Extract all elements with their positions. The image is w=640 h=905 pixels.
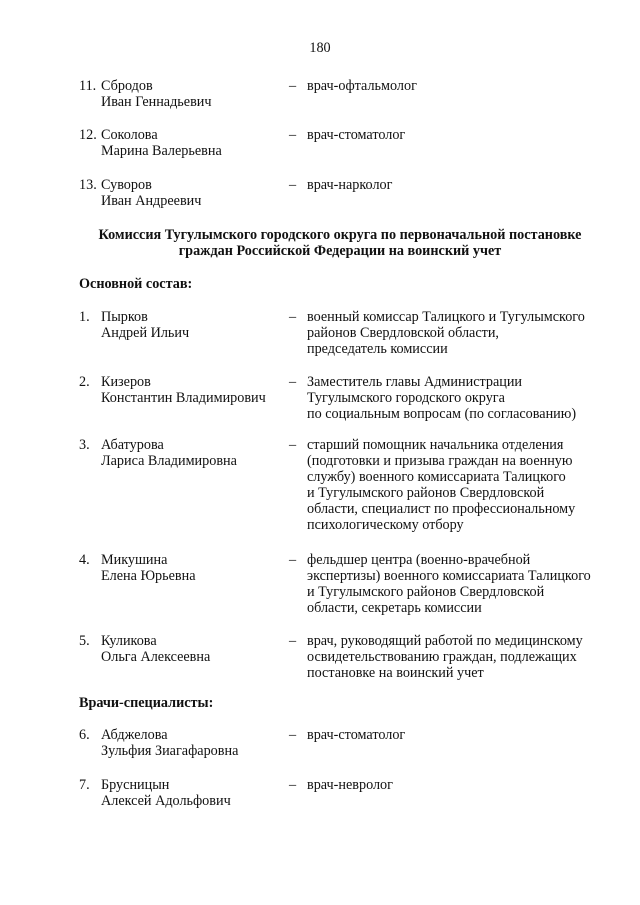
given-names: Зульфия Зиагафаровна: [101, 743, 239, 759]
position-line: освидетельствованию граждан, подлежащих: [307, 649, 577, 665]
position-line: психологическому отбору: [307, 517, 464, 533]
surname: Абджелова: [101, 727, 168, 743]
position: [307, 374, 627, 422]
surname: Суворов: [101, 177, 152, 193]
item-number: 12.: [79, 127, 97, 143]
dash: –: [289, 552, 297, 568]
position-line: фельдшер центра (военно-врачебной: [307, 552, 531, 568]
dash: –: [289, 374, 297, 390]
given-names: Иван Геннадьевич: [101, 94, 212, 110]
position-line: и Тугулымского районов Свердловской: [307, 584, 545, 600]
specialists-heading: Врачи-специалисты:: [79, 695, 214, 711]
position-line: врач-офтальмолог: [307, 78, 417, 94]
position: [307, 552, 627, 616]
position-line: области, специалист по профессиональному: [307, 501, 576, 517]
commission-title-line: Комиссия Тугулымского городского округа по первоначальной постановке: [98, 227, 582, 243]
position-line: районов Свердловской области,: [307, 325, 499, 341]
surname: Соколова: [101, 127, 158, 143]
item-number: 2.: [79, 374, 90, 390]
surname: Абатурова: [101, 437, 164, 453]
person-name: [101, 777, 291, 809]
position: [307, 437, 627, 533]
position-line: старший помощник начальника отделения: [307, 437, 564, 453]
position-line: Тугулымского городского округа: [307, 390, 505, 406]
dash: –: [289, 633, 297, 649]
position-line: службу) военного комиссариата Талицкого: [307, 469, 566, 485]
position-line: врач-стоматолог: [307, 727, 406, 743]
dash: –: [289, 309, 297, 325]
position: [307, 633, 627, 681]
position-line: экспертизы) военного комиссариата Талицкого: [307, 568, 591, 584]
surname: Куликова: [101, 633, 157, 649]
position-line: врач-стоматолог: [307, 127, 406, 143]
position-line: и Тугулымского районов Свердловской: [307, 485, 545, 501]
position-line: по социальным вопросам (по согласованию): [307, 406, 577, 422]
main-composition-heading: Основной состав:: [79, 276, 193, 292]
position-line: постановке на воинский учет: [307, 665, 484, 681]
person-name: [101, 552, 291, 584]
person-name: [101, 127, 291, 159]
item-number: 4.: [79, 552, 90, 568]
given-names: Иван Андреевич: [101, 193, 202, 209]
surname: Брусницын: [101, 777, 170, 793]
person-name: [101, 374, 291, 406]
item-number: 13.: [79, 177, 97, 193]
dash: –: [289, 177, 297, 193]
position: [307, 177, 627, 193]
item-number: 6.: [79, 727, 90, 743]
given-names: Ольга Алексеевна: [101, 649, 211, 665]
commission-title: [60, 227, 620, 259]
surname: Кизеров: [101, 374, 151, 390]
given-names: Елена Юрьевна: [101, 568, 196, 584]
dash: –: [289, 437, 297, 453]
position: [307, 309, 627, 357]
item-number: 1.: [79, 309, 90, 325]
given-names: Андрей Ильич: [101, 325, 190, 341]
dash: –: [289, 78, 297, 94]
commission-title-line: граждан Российской Федерации на воинский учет: [178, 243, 502, 259]
position-line: военный комиссар Талицкого и Тугулымского: [307, 309, 585, 325]
position-line: Заместитель главы Администрации: [307, 374, 523, 390]
position: [307, 777, 627, 793]
person-name: [101, 309, 291, 341]
item-number: 3.: [79, 437, 90, 453]
dash: –: [289, 727, 297, 743]
person-name: [101, 177, 291, 209]
position-line: председатель комиссии: [307, 341, 448, 357]
given-names: Лариса Владимировна: [101, 453, 237, 469]
position: [307, 727, 627, 743]
dash: –: [289, 127, 297, 143]
position-line: врач-нарколог: [307, 177, 393, 193]
page-number: 180: [309, 40, 331, 56]
person-name: [101, 437, 291, 469]
surname: Пырков: [101, 309, 148, 325]
position-line: (подготовки и призыва граждан на военную: [307, 453, 573, 469]
item-number: 7.: [79, 777, 90, 793]
position: [307, 78, 627, 94]
position-line: области, секретарь комиссии: [307, 600, 482, 616]
item-number: 5.: [79, 633, 90, 649]
given-names: Алексей Адольфович: [101, 793, 231, 809]
position-line: врач-невролог: [307, 777, 393, 793]
position-line: врач, руководящий работой по медицинскому: [307, 633, 583, 649]
given-names: Марина Валерьевна: [101, 143, 222, 159]
item-number: 11.: [79, 78, 97, 94]
dash: –: [289, 777, 297, 793]
surname: Микушина: [101, 552, 168, 568]
given-names: Константин Владимирович: [101, 390, 266, 406]
person-name: [101, 633, 291, 665]
surname: Сбродов: [101, 78, 153, 94]
person-name: [101, 727, 291, 759]
position: [307, 127, 627, 143]
person-name: [101, 78, 291, 110]
